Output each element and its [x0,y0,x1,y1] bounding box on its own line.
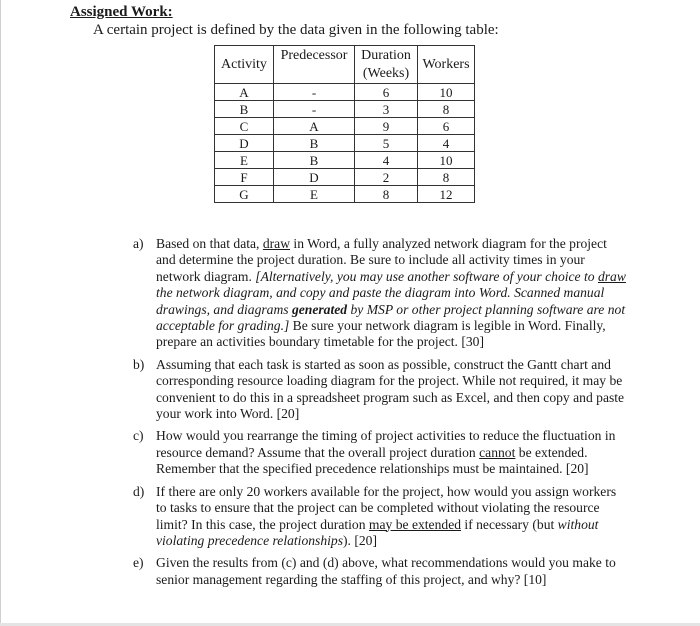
cell-workers: 10 [418,84,475,101]
text-run: in Word, a fully analyzed network diagram for the project and determine the project duration. Be sure to include all activity times in your network diagram. [156,236,607,284]
cell-duration: 3 [355,101,418,118]
cell-predecessor: A [274,118,355,135]
cell-duration: 5 [355,135,418,152]
underlined-phrase: may be extended [368,516,462,532]
italic-text: without violating precedence relationships [156,516,599,548]
cell-duration: 9 [355,118,418,135]
header-predecessor: Predecessor [274,46,355,84]
question-text [156,236,629,351]
cell-activity: E [215,152,274,169]
heading: Assigned Work: [70,4,173,20]
intro-text: A certain project is defined by the data given in the following table: [93,22,499,38]
cell-predecessor: - [274,84,355,101]
table-row [215,169,475,186]
cell-predecessor: D [274,169,355,186]
question-list [133,236,629,594]
cell-activity: A [215,84,274,101]
text-run: Based on that data, [156,236,263,251]
italic-text: the network diagram, and copy and paste the diagram into Word. Scanned manual drawings, and diagrams [156,285,605,317]
table-row [215,152,475,169]
bold-italic-word: generated [291,301,348,317]
question-letter: e) [133,555,144,571]
question-text [156,428,629,477]
cell-duration: 8 [355,186,418,203]
cell-workers: 8 [418,101,475,118]
italic-text: by MSP or other project planning software are not acceptable for grading.] [156,301,626,334]
header-activity: Activity [215,46,274,84]
italic-underlined-word: draw [597,268,626,284]
cell-predecessor: B [274,135,355,152]
cell-predecessor: E [274,186,355,203]
header-workers: Workers [418,46,475,84]
table-row [215,186,475,203]
text-run: Be sure your network diagram is legible in Word. Finally, prepare an activities boundary timetable for the project. [30] [156,318,606,350]
question-d [133,484,629,550]
text-run: ). [20] [343,532,377,548]
cell-workers: 12 [418,186,475,203]
cell-workers: 8 [418,169,475,186]
cell-activity: D [215,135,274,152]
header-duration [355,46,418,84]
project-data-table [214,45,475,203]
header-duration-line2: (Weeks) [362,65,410,81]
question-b [133,357,629,423]
cell-workers: 4 [418,135,475,152]
text-run: if necessary (but [461,516,558,532]
text-run: If there are only 20 workers available for the project, how would you assign workers to tasks to ensure that the project can be completed without violating the resource limit? In this case, the project duration [156,483,617,532]
question-e [133,555,629,588]
question-letter: a) [133,236,144,251]
question-letter: d) [133,483,145,499]
cell-workers: 6 [418,118,475,135]
page-left-border [0,0,1,626]
table-row [215,135,475,152]
underlined-word: cannot [479,444,516,460]
cell-predecessor: B [274,152,355,169]
question-letter: c) [133,428,144,444]
table-header-row [215,46,475,84]
cell-duration: 2 [355,169,418,186]
cell-predecessor: - [274,101,355,118]
cell-activity: B [215,101,274,118]
cell-activity: F [215,169,274,186]
underlined-word: draw [262,236,291,251]
question-text: Assuming that each task is started as soon as possible, construct the Gantt chart and corresponding resource loading diagram for the project. While not required, it may be convenient to do this in a spreadsheet program such as Excel, and then copy and paste your work into Word. [20] [156,356,625,422]
table-row [215,84,475,101]
cell-duration: 6 [355,84,418,101]
question-c [133,428,629,477]
question-letter: b) [133,356,145,372]
question-a [133,236,629,351]
cell-duration: 4 [355,152,418,169]
header-duration-line1: Duration [361,47,411,63]
cell-activity: C [215,118,274,135]
cell-workers: 10 [418,152,475,169]
cell-activity: G [215,186,274,203]
italic-text: [Alternatively, you may use another software of your choice to [255,268,598,284]
text-run: How would you rearrange the timing of project activities to reduce the fluctuation in resource demand? Assume that the overall project duration [156,428,616,460]
question-text [156,484,629,550]
table-row [215,101,475,118]
question-text: Given the results from (c) and (d) above, what recommendations would you make to senior management regarding the staffing of this project, and why? [10] [156,555,616,587]
text-run: be extended. Remember that the specified precedence relationships must be maintained. [20] [156,444,589,477]
table-row [215,118,475,135]
